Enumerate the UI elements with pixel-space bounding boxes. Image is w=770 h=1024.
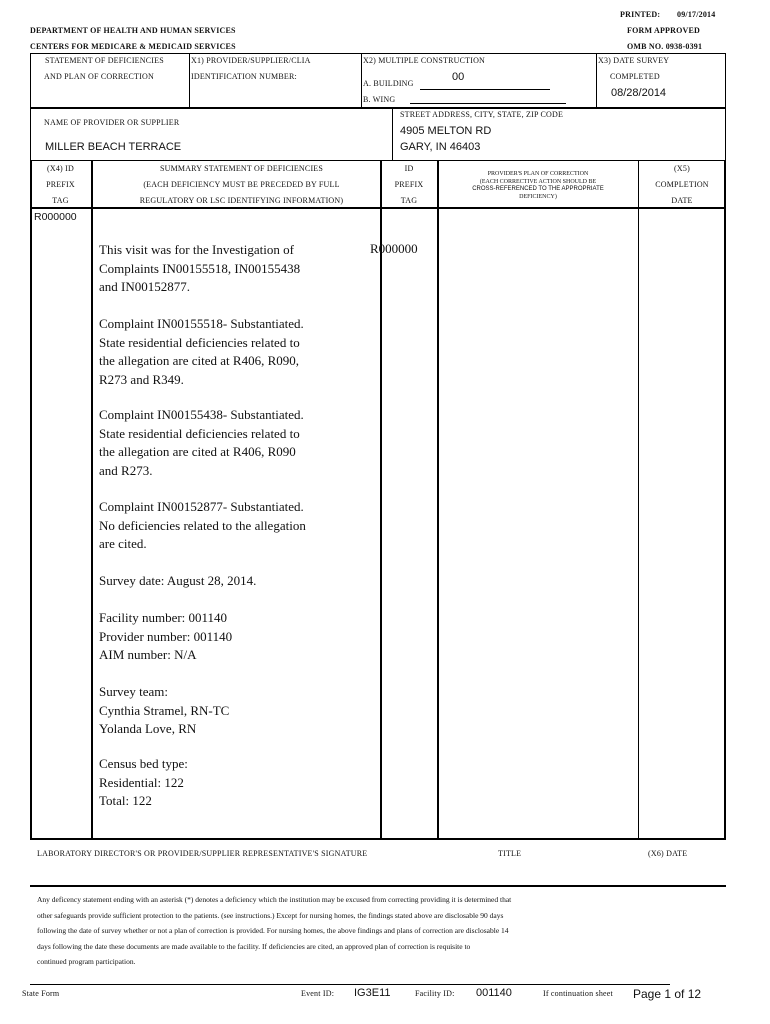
x5-header-2: COMPLETION [655,180,709,189]
paragraph-survey-date [99,572,359,591]
id-header-3: TAG [400,196,418,205]
building-label: A. BUILDING [363,79,414,88]
disclaimer-line: following the date of survey whether or not a plan of correction is provided. For nursing homes, the above findings and plans of correction are disclosable 14 [37,926,509,936]
top-box-right-border [725,53,726,107]
body-left-border [30,160,32,839]
paragraph-investigation [99,241,359,297]
paragraph-complaint-152877 [99,498,359,554]
paragraph-census [99,755,359,811]
paragraph-line: and R273. [99,462,153,478]
paragraph-line: Complaint IN00155438- Substantiated. [99,407,304,422]
paragraph-facility-numbers [99,609,359,665]
x4-header-3: TAG [52,196,69,205]
plan-header-2: (EACH CORRECTIVE ACTION SHOULD BE [479,179,597,185]
paragraph-complaint-155438 [99,406,359,480]
department-name: DEPARTMENT OF HEALTH AND HUMAN SERVICES [30,26,236,35]
paragraph-line: Cynthia Stramel, RN-TC [99,702,230,718]
body-bottom-border [30,838,726,840]
id-prefix-tag: R000000 [370,241,418,256]
facility-id-label: Facility ID: [415,989,455,998]
summary-header-3: REGULATORY OR LSC IDENTIFYING INFORMATION) [139,196,344,205]
paragraph-survey-team [99,683,359,739]
page-number: Page 1 of 12 [633,987,702,1001]
title-label: TITLE [498,849,522,858]
paragraph-line: Provider number: 001140 [99,628,233,644]
paragraph-line: the allegation are cited at R406, R090 [99,444,296,459]
paragraph-line: Complaint IN00152877- Substantiated. [99,499,304,514]
facility-id-value: 001140 [476,987,512,999]
disclaimer-top-border [30,885,726,887]
disclaimer [37,892,511,970]
plan-header-4: DEFICIENCY) [519,194,557,200]
id-header-2: PREFIX [394,180,424,189]
paragraph-line: State residential deficiencies related to [99,334,300,350]
top-box-divider-1 [189,53,190,107]
paragraph-line: Complaint IN00155518- Substantiated. [99,316,304,331]
paragraph-line: This visit was for the Investigation of [99,242,294,257]
paragraph-line: Facility number: 001140 [99,610,228,625]
x1-label-1: X1) PROVIDER/SUPPLIER/CLIA [191,56,311,65]
column-header-bottom-border [30,207,726,209]
address-line-1: 4905 MELTON RD [400,125,492,137]
provider-name-value: MILLER BEACH TERRACE [45,141,182,153]
top-box-divider-2 [361,53,362,107]
x3-label-2: COMPLETED [610,72,660,81]
paragraph-complaint-155518 [99,315,359,389]
footer-divider [30,984,670,985]
paragraph-line: Survey date: August 28, 2014. [99,573,257,588]
x6-date-label: (X6) DATE [648,849,688,858]
disclaimer-line: other safeguards provide sufficient protection to the patients. (see instructions.) Except for nursing homes, the findings stated above are disclosable 90 days [37,910,504,920]
paragraph-line: Residential: 122 [99,774,184,790]
x4-header-2: PREFIX [46,180,75,189]
printed-date: 09/17/2014 [677,10,716,19]
printed-label: PRINTED: [620,10,661,19]
form-approved: FORM APPROVED [627,26,701,35]
x5-header-1: (X5) [674,164,690,173]
omb-number: OMB NO. 0938-0391 [627,42,703,51]
x3-label-1: X3) DATE SURVEY [598,56,670,65]
x4-header-1: (X4) ID [47,164,74,173]
paragraph-line: AIM number: N/A [99,647,197,662]
paragraph-line: Complaints IN00155518, IN00155438 [99,260,301,276]
disclaimer-line: Any deficency statement ending with an asterisk (*) denotes a deficiency which the institution may be excused from correcting providing it is determined that [37,895,512,904]
building-underline [420,89,550,90]
paragraph-line: No deficiencies related to the allegation [99,517,306,533]
wing-label: B. WING [363,95,396,104]
paragraph-line: Yolanda Love, RN [99,721,197,736]
paragraph-line: State residential deficiencies related to [99,425,300,441]
top-box-divider-3 [596,53,597,107]
summary-header-1: SUMMARY STATEMENT OF DEFICIENCIES [159,164,324,173]
id-column-divider [437,160,439,839]
paragraph-line: Census bed type: [99,756,188,771]
top-box-top-border [30,53,726,54]
address-label: STREET ADDRESS, CITY, STATE, ZIP CODE [400,110,564,119]
paragraph-line: and IN00152877. [99,279,190,294]
body-right-border [724,160,726,839]
survey-completed-date: 08/28/2014 [611,87,667,99]
top-box-left-border [30,53,31,107]
plan-column-divider [638,160,639,839]
provider-box-divider [392,108,393,160]
id-header-1: ID [404,164,414,173]
paragraph-line: R273 and R349. [99,371,184,387]
prefix-tag: R000000 [34,211,77,223]
provider-box-right-border [725,108,726,160]
state-form-label: State Form [22,989,60,998]
x1-label-2: IDENTIFICATION NUMBER: [191,72,297,81]
plan-header-1: PROVIDER'S PLAN OF CORRECTION [487,171,589,177]
event-id-value: IG3E11 [354,987,391,999]
prefix-column-divider [91,160,93,839]
signature-label: LABORATORY DIRECTOR'S OR PROVIDER/SUPPLIER REPRESENTATIVE'S SIGNATURE [37,849,368,858]
disclaimer-line: days following the date these documents are made available to the facility. If deficiencies are cited, an approved plan of correction is requisite to [37,941,471,951]
continuation-label: If continuation sheet [543,989,613,998]
statement-label-1: STATEMENT OF DEFICIENCIES [45,56,164,65]
summary-header-2: (EACH DEFICIENCY MUST BE PRECEDED BY FULL [143,180,340,189]
plan-header-3: CROSS-REFERENCED TO THE APPROPRIATE [472,186,604,192]
x5-header-3: DATE [671,196,693,205]
paragraph-line: the allegation are cited at R406, R090, [99,353,299,368]
provider-name-label: NAME OF PROVIDER OR SUPPLIER [44,118,180,127]
paragraph-line: Survey team: [99,684,168,699]
address-line-2: GARY, IN 46403 [400,141,481,153]
event-id-label: Event ID: [301,989,335,998]
summary-column-divider [380,160,382,839]
agency-name: CENTERS FOR MEDICARE & MEDICAID SERVICES [30,42,236,51]
statement-label-2: AND PLAN OF CORRECTION [44,72,154,81]
column-header-top-border [30,160,726,161]
x2-label: X2) MULTIPLE CONSTRUCTION [363,56,486,65]
disclaimer-line: continued program participation. [37,957,136,967]
paragraph-line: are cited. [99,536,147,551]
wing-underline [410,103,566,104]
paragraph-line: Total: 122 [99,793,152,808]
provider-box-top-border [30,108,726,109]
provider-box-left-border [30,108,31,160]
building-value: 00 [452,71,465,83]
